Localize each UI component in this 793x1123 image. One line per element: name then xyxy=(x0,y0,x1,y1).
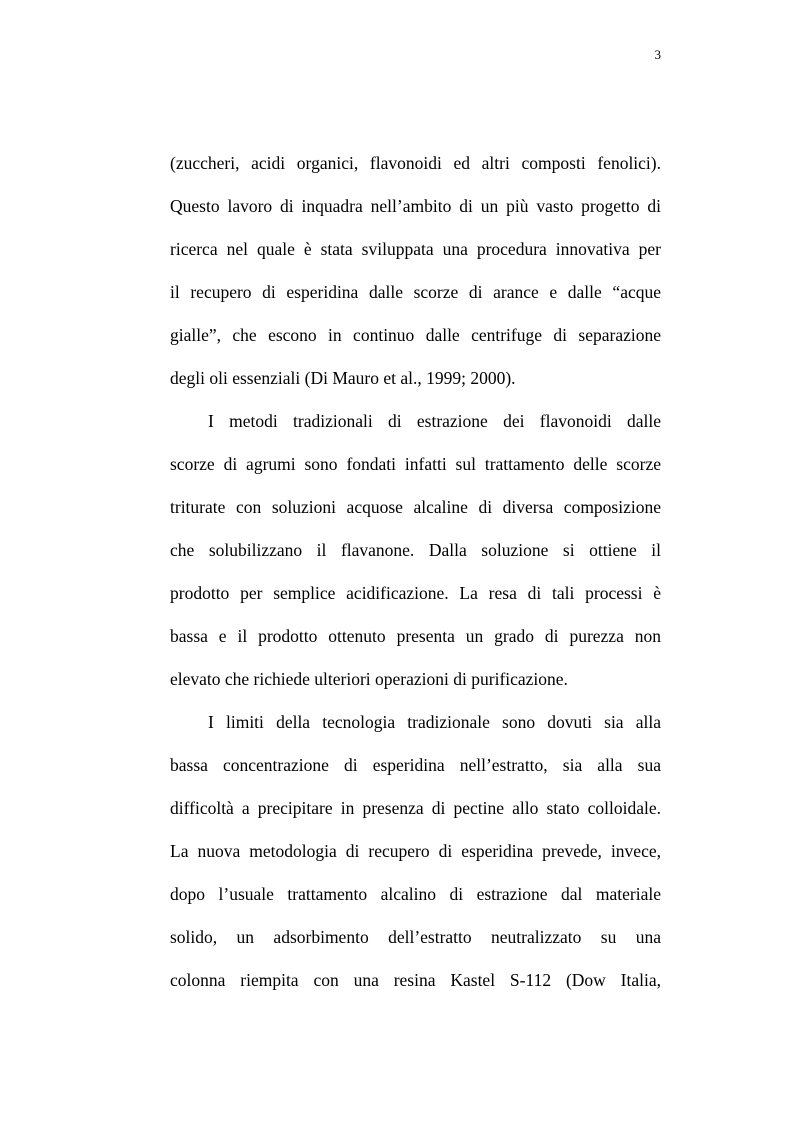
text-line: degli oli essenziali (Di Mauro et al., 1999; 2000). xyxy=(170,368,516,388)
text-line: elevato che richiede ulteriori operazioni di purificazione. xyxy=(170,669,568,689)
text-line: bassa e il prodotto ottenuto presenta un grado di purezza non xyxy=(170,626,661,646)
text-line: (zuccheri, acidi organici, flavonoidi ed altri composti fenolici). xyxy=(170,153,661,173)
text-line: prodotto per semplice acidificazione. La resa di tali processi è xyxy=(170,583,661,603)
text-line: ricerca nel quale è stata sviluppata una procedura innovativa per xyxy=(170,239,661,259)
text-line: colonna riempita con una resina Kastel S-112 (Dow Italia, xyxy=(170,970,661,990)
page-number: 3 xyxy=(654,47,661,62)
text-line: scorze di agrumi sono fondati infatti sul trattamento delle scorze xyxy=(170,454,661,474)
text-line: gialle”, che escono in continuo dalle centrifuge di separazione xyxy=(170,325,661,345)
text-line: triturate con soluzioni acquose alcaline di diversa composizione xyxy=(170,497,661,517)
text-line: il recupero di esperidina dalle scorze di arance e dalle “acque xyxy=(170,282,661,302)
text-line: dopo l’usuale trattamento alcalino di estrazione dal materiale xyxy=(170,884,661,904)
text-line: La nuova metodologia di recupero di esperidina prevede, invece, xyxy=(170,841,661,861)
text-line: difficoltà a precipitare in presenza di pectine allo stato colloidale. xyxy=(170,798,661,818)
text-line: I limiti della tecnologia tradizionale sono dovuti sia alla xyxy=(208,712,661,732)
text-line: I metodi tradizionali di estrazione dei flavonoidi dalle xyxy=(208,411,661,431)
text-line: bassa concentrazione di esperidina nell’estratto, sia alla sua xyxy=(170,755,661,775)
text-line: Questo lavoro di inquadra nell’ambito di un più vasto progetto di xyxy=(170,196,661,216)
text-line: che solubilizzano il flavanone. Dalla soluzione si ottiene il xyxy=(170,540,661,560)
text-line: solido, un adsorbimento dell’estratto neutralizzato su una xyxy=(170,927,661,947)
